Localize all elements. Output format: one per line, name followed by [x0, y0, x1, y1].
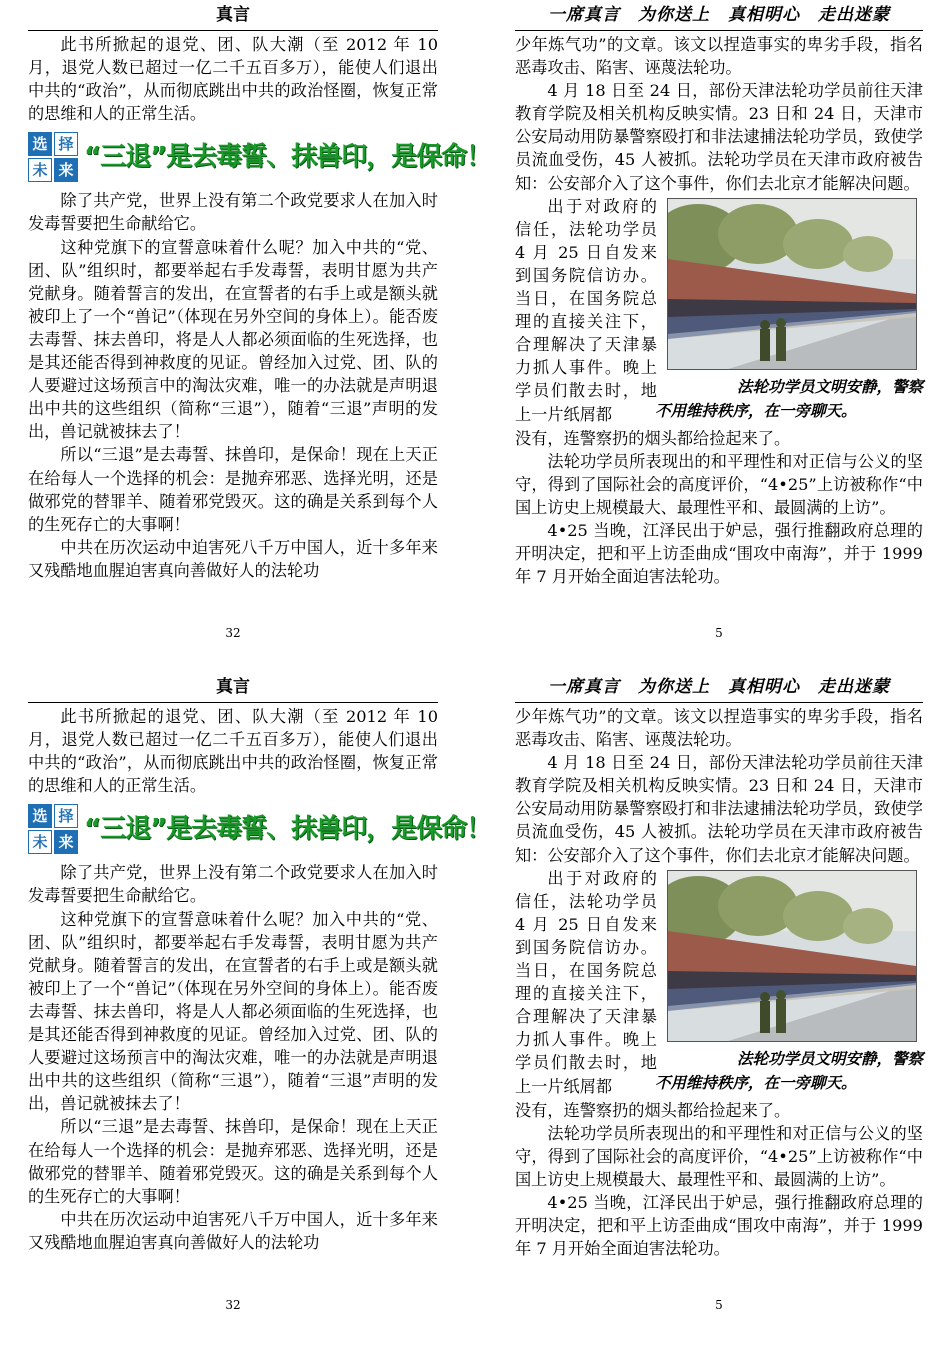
logo-tile: 来 — [54, 830, 78, 854]
page-number: 5 — [715, 1298, 723, 1312]
caption-line: 不用维持秩序，在一旁聊天。 — [655, 400, 857, 420]
paragraph: 4 月 18 日至 24 日，部份天津法轮功学员前往天津教育学院及相关机构反映实情。23 日和 24 日，天津市公安局动用防暴警察殴打和非法逮捕法轮功学员，致使学员流血受伤，45 人被抓。法轮功学员在天津市政府被告知：公安部介入了这个事件，你们去北京才能解决问题。 — [515, 81, 923, 193]
paragraph: 法轮功学员所表现出的和平理性和对正信与公义的坚守，得到了国际社会的高度评价，“4•25”上访被称作“中国上访史上规模最大、最理性平和、最圆满的上访”。 — [515, 1123, 923, 1189]
caption-line: 法轮功学员文明安静，警察 — [736, 1048, 923, 1068]
spread-sheet-bottom — [0, 672, 950, 1344]
paragraph: 没有，连警察扔的烟头都给捡起来了。 — [515, 428, 791, 448]
paragraph: 中共在历次运动中迫害死八千万中国人，近十多年来又残酷地血腥迫害真向善做好人的法轮功 — [28, 1209, 438, 1252]
figure-wrap-text: 出于对政府的信任，法轮功学员 4 月 25 日自发来到国务院信访办。当日，在国务院总理的直接关注下，合理解决了天津暴力抓人事件。晚上学员们散去时，地上一片纸屑都 — [515, 196, 657, 424]
logo-tile: 择 — [54, 804, 78, 828]
page-number: 32 — [225, 1298, 241, 1312]
paragraph: 4•25 当晚，江泽民出于妒忌，强行推翻政府总理的开明决定，把和平上访歪曲成“围攻中南海”，并于 1999 年 7 月开始全面迫害法轮功。 — [515, 521, 923, 587]
right-page — [515, 672, 923, 1312]
left-page — [28, 672, 492, 1312]
paragraph: 这种党旗下的宣誓意味着什么呢？加入中共的“党、团、队”组织时，都要举起右手发毒誓，表明甘愿为共产党献身。随着誓言的发出，在宣誓者的右手上或是额头就被印上了一个“兽记”（体现在另外空间的身体上）。能否废去毒誓、抹去兽印，将是人人都必须面临的生死选择，也是其还能否得到神救度的见证。曾经加入过党、团、队的人要避过这场预言中的淘汰灾难，唯一的办法就是声明退出中共的这些组织（简称“三退”），随着“三退”声明的发出，兽记就被抹去了！ — [28, 237, 438, 442]
slogan-banner — [28, 131, 492, 183]
page-number: 32 — [225, 626, 241, 640]
paragraph: 此书所掀起的退党、团、队大潮（至 2012 年 10 月，退党人数已超过一亿二千五百多万），能使人们退出中共的“政治”，从而彻底跳出中共的政治怪圈，恢复正常的思维和人的正常生活。 — [28, 707, 438, 796]
caption-line: 法轮功学员文明安静，警察 — [736, 376, 923, 396]
paragraph: 这种党旗下的宣誓意味着什么呢？加入中共的“党、团、队”组织时，都要举起右手发毒誓，表明甘愿为共产党献身。随着誓言的发出，在宣誓者的右手上或是额头就被印上了一个“兽记”（体现在另外空间的身体上）。能否废去毒誓、抹去兽印，将是人人都必须面临的生死选择，也是其还能否得到神救度的见证。曾经加入过党、团、队的人要避过这场预言中的淘汰灾难，唯一的办法就是声明退出中共的这些组织（简称“三退”），随着“三退”声明的发出，兽记就被抹去了！ — [28, 909, 438, 1114]
photo-caption — [655, 375, 923, 423]
figure-block — [515, 867, 923, 1099]
paragraph: 所以“三退”是去毒誓、抹兽印，是保命！现在上天正在给每人一个选择的机会：是抛弃邪恶、选择光明，还是做邪党的替罪羊、随着邪党毁灭。这的确是关系到每个人的生死存亡的大事啊！ — [28, 445, 438, 534]
photo-illustration — [668, 199, 916, 369]
appeal-photo — [667, 870, 917, 1042]
logo-tile: 未 — [28, 158, 52, 182]
paragraph: 4 月 18 日至 24 日，部份天津法轮功学员前往天津教育学院及相关机构反映实情。23 日和 24 日，天津市公安局动用防暴警察殴打和非法逮捕法轮功学员，致使学员流血受伤，45 人被抓。法轮功学员在天津市政府被告知：公安部介入了这个事件，你们去北京才能解决问题。 — [515, 753, 923, 865]
choose-future-logo — [28, 804, 78, 854]
slogan-banner — [28, 803, 492, 855]
figure-block — [515, 195, 923, 427]
spread-sheet-top — [0, 0, 950, 672]
slogan-heading: “三退”是去毒誓、抹兽印，是保命！ — [84, 141, 492, 172]
paragraph: 法轮功学员所表现出的和平理性和对正信与公义的坚守，得到了国际社会的高度评价，“4•25”上访被称作“中国上访史上规模最大、最理性平和、最圆满的上访”。 — [515, 451, 923, 517]
paragraph: 除了共产党，世界上没有第二个政党要求人在加入时发毒誓要把生命献给它。 — [28, 191, 438, 234]
logo-tile: 选 — [28, 804, 52, 828]
paragraph: 没有，连警察扔的烟头都给捡起来了。 — [515, 1100, 791, 1120]
photo-caption — [655, 1047, 923, 1095]
left-page-header: 真言 — [28, 672, 438, 703]
appeal-photo — [667, 198, 917, 370]
figure-wrap-text: 出于对政府的信任，法轮功学员 4 月 25 日自发来到国务院信访办。当日，在国务院总理的直接关注下，合理解决了天津暴力抓人事件。晚上学员们散去时，地上一片纸屑都 — [515, 868, 657, 1096]
left-page — [28, 0, 492, 640]
page-number: 5 — [715, 626, 723, 640]
choose-future-logo — [28, 132, 78, 182]
logo-tile: 未 — [28, 830, 52, 854]
right-page — [515, 0, 923, 640]
left-page-body — [28, 33, 492, 582]
logo-tile: 来 — [54, 158, 78, 182]
photo-illustration — [668, 871, 916, 1041]
logo-tile: 选 — [28, 132, 52, 156]
paragraph: 除了共产党，世界上没有第二个政党要求人在加入时发毒誓要把生命献给它。 — [28, 863, 438, 906]
caption-line: 不用维持秩序，在一旁聊天。 — [655, 1072, 857, 1092]
right-page-body — [515, 33, 923, 588]
slogan-heading: “三退”是去毒誓、抹兽印，是保命！ — [84, 813, 492, 844]
paragraph: 少年炼气功”的文章。该文以捏造事实的卑劣手段，指名恶毒攻击、陷害、诬蔑法轮功。 — [515, 707, 923, 750]
right-page-header: 一席真言 为你送上 真相明心 走出迷蒙 — [515, 672, 923, 703]
paragraph: 少年炼气功”的文章。该文以捏造事实的卑劣手段，指名恶毒攻击、陷害、诬蔑法轮功。 — [515, 35, 923, 78]
paragraph: 此书所掀起的退党、团、队大潮（至 2012 年 10 月，退党人数已超过一亿二千五百多万），能使人们退出中共的“政治”，从而彻底跳出中共的政治怪圈，恢复正常的思维和人的正常生活。 — [28, 35, 438, 124]
paragraph: 4•25 当晚，江泽民出于妒忌，强行推翻政府总理的开明决定，把和平上访歪曲成“围攻中南海”，并于 1999 年 7 月开始全面迫害法轮功。 — [515, 1193, 923, 1259]
right-page-body — [515, 705, 923, 1260]
left-page-header: 真言 — [28, 0, 438, 31]
logo-tile: 择 — [54, 132, 78, 156]
right-page-header: 一席真言 为你送上 真相明心 走出迷蒙 — [515, 0, 923, 31]
paragraph: 中共在历次运动中迫害死八千万中国人，近十多年来又残酷地血腥迫害真向善做好人的法轮功 — [28, 537, 438, 580]
left-page-body — [28, 705, 492, 1254]
paragraph: 所以“三退”是去毒誓、抹兽印，是保命！现在上天正在给每人一个选择的机会：是抛弃邪恶、选择光明，还是做邪党的替罪羊、随着邪党毁灭。这的确是关系到每个人的生死存亡的大事啊！ — [28, 1117, 438, 1206]
